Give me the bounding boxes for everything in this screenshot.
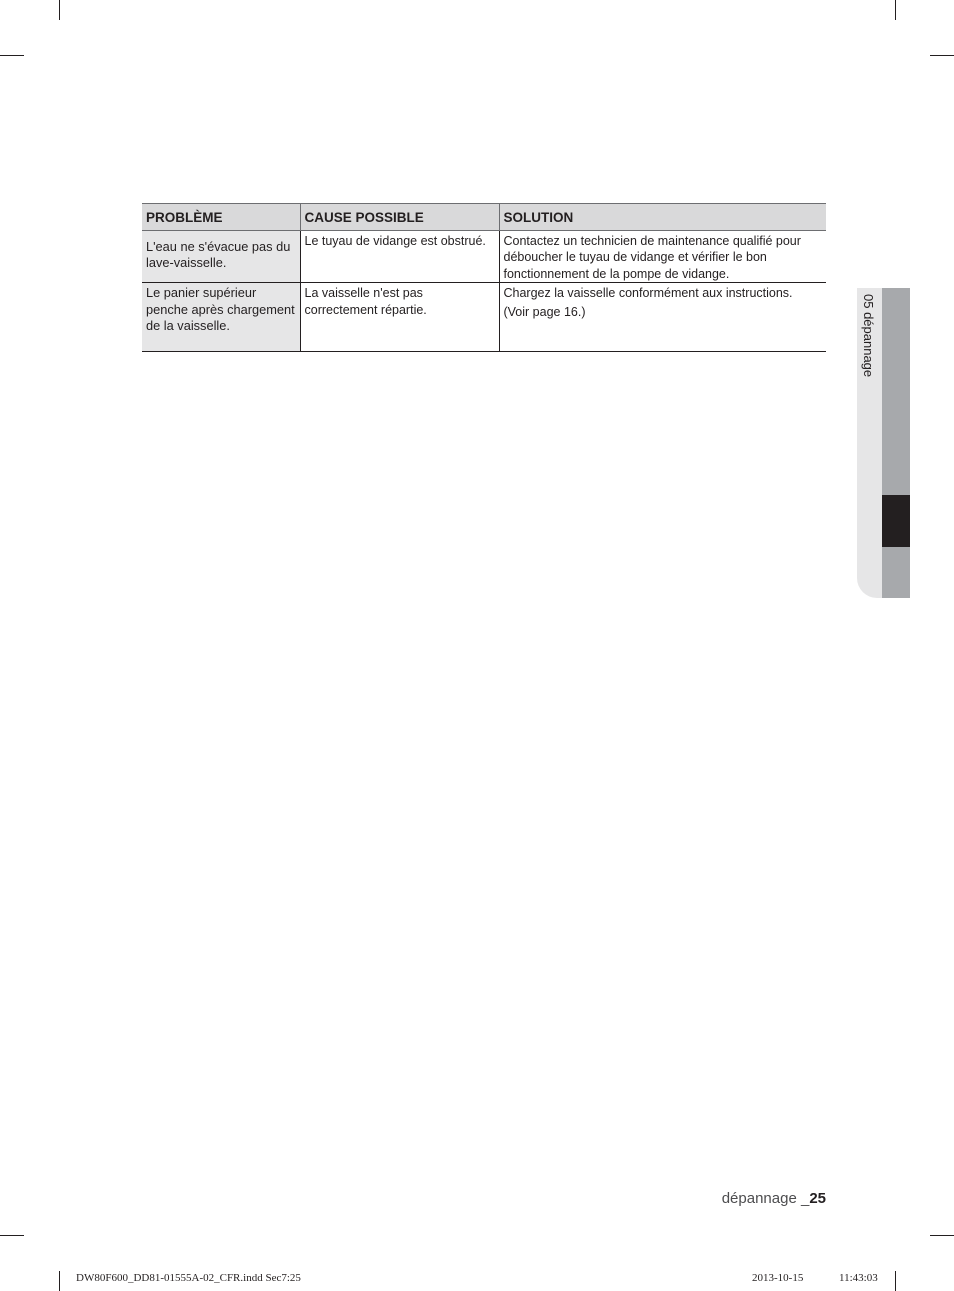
- side-tab-bar: [882, 547, 910, 598]
- crop-mark: [0, 1235, 24, 1236]
- cause-cell: La vaisselle n'est pas correctement répartie.: [300, 283, 499, 352]
- solution-reference: (Voir page 16.): [503, 304, 586, 319]
- crop-mark: [930, 55, 954, 56]
- page-number: 25: [809, 1190, 826, 1207]
- table-row: [142, 283, 826, 352]
- table-row: [142, 231, 826, 283]
- problem-cell: L'eau ne s'évacue pas du lave-vaisselle.: [142, 231, 300, 283]
- crop-mark: [0, 55, 24, 56]
- troubleshooting-table: [142, 203, 826, 352]
- solution-text: Chargez la vaisselle conformément aux instructions.: [503, 286, 793, 301]
- crop-mark: [895, 0, 896, 20]
- footer-section: dépannage _: [721, 1190, 810, 1207]
- header-cause: CAUSE POSSIBLE: [300, 204, 499, 231]
- chapter-label: 05 dépannage: [861, 294, 876, 378]
- side-tab-active-marker: [882, 495, 910, 547]
- crop-mark: [59, 1271, 60, 1291]
- problem-cell: Le panier supérieur penche après chargement de la vaisselle.: [142, 283, 300, 352]
- page-footer: [722, 1190, 826, 1207]
- header-solution: SOLUTION: [499, 204, 826, 231]
- table-header-row: [142, 204, 826, 231]
- header-problem: PROBLÈME: [142, 204, 300, 231]
- crop-mark: [895, 1271, 896, 1291]
- crop-mark: [930, 1235, 954, 1236]
- side-tab-bar: [882, 288, 910, 495]
- slug-filename: DW80F600_DD81-01555A-02_CFR.indd Sec7:25: [76, 1272, 301, 1284]
- solution-text: Contactez un technicien de maintenance qualifié pour déboucher le tuyau de vidange et vérifier le bon fonctionnement de la pompe de vidange.: [503, 234, 801, 281]
- crop-mark: [59, 0, 60, 20]
- cause-cell: Le tuyau de vidange est obstrué.: [300, 231, 499, 283]
- slug-time: 11:43:03: [839, 1272, 878, 1284]
- solution-cell: [499, 283, 826, 352]
- slug-date: 2013-10-15: [752, 1272, 804, 1284]
- solution-cell: [499, 231, 826, 283]
